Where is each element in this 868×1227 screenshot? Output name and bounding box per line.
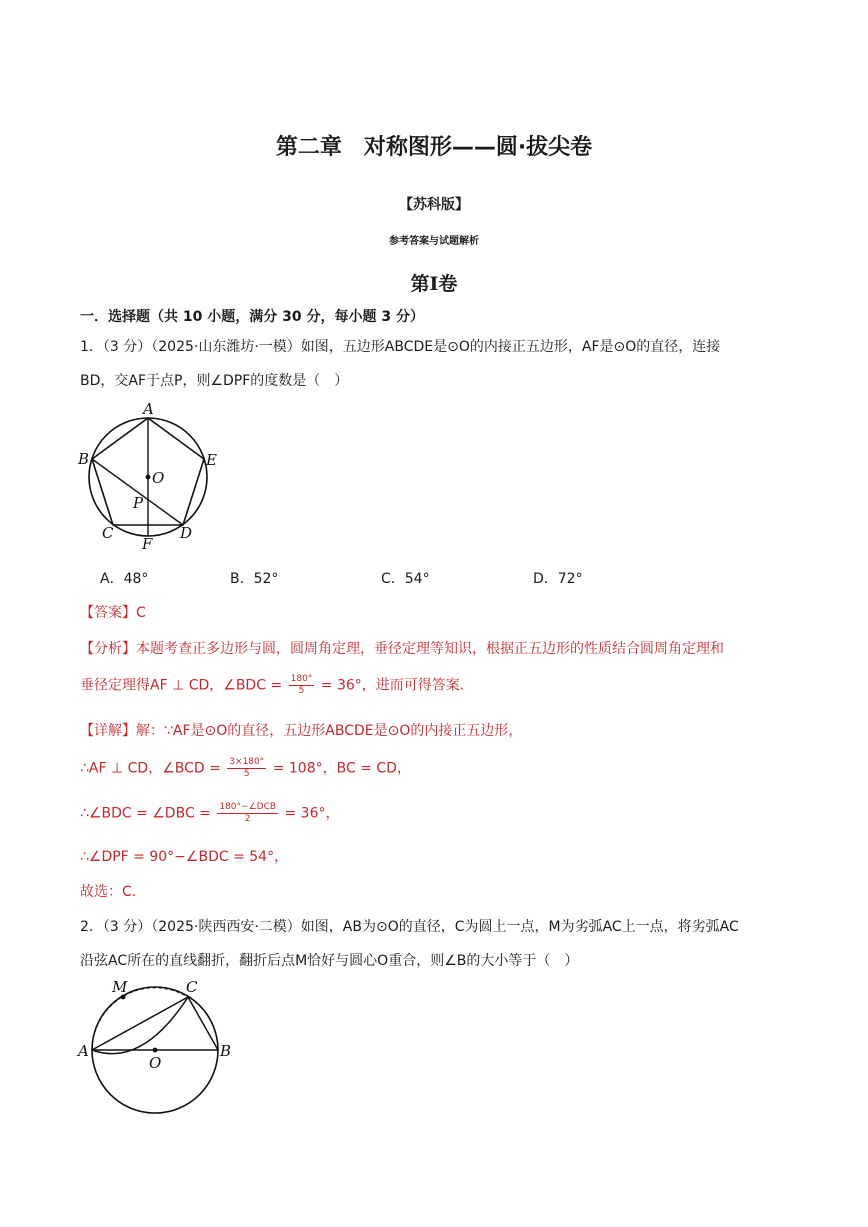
subtitle: 参考答案与试题解析 <box>389 236 479 247</box>
q1-figure-pentagon <box>72 398 232 550</box>
q1-option-d: D．72° <box>533 571 583 587</box>
q1-detail3-post: = 36°， <box>284 805 340 822</box>
q1-detail2-fraction <box>227 757 266 780</box>
q2-chord-cb <box>188 997 218 1050</box>
q1-label-f: F <box>142 535 153 550</box>
q1-analysis2-pre: 垂径定理得AF ⊥ CD，∠BDC = <box>80 677 283 694</box>
q2-stem-line1: 2．（3 分）（2025·陕西西安·二模）如图，AB为⊙O的直径，C为圆上一点，M为劣弧AC上一点，将劣弧AC <box>80 919 739 935</box>
q1-stem-line1: 1．（3 分）（2025·山东潍坊·一模）如图，五边形ABCDE是⊙O的内接正五边形，AF是⊙O的直径，连接 <box>80 339 721 355</box>
q2-label-o: O <box>149 1054 162 1072</box>
q1-label-o: O <box>152 469 165 487</box>
q1-label-b: B <box>78 450 90 468</box>
section-heading: 一．选择题（共 10 小题，满分 30 分，每小题 3 分） <box>80 309 424 325</box>
q1-label-d: D <box>180 524 193 542</box>
q1-detail3-pre: ∴∠BDC = ∠DBC = <box>80 805 211 822</box>
q1-detail-line5: 故选：C. <box>80 884 137 900</box>
q1-detail-line2 <box>80 757 411 780</box>
q1-detail-line1: 【详解】解：∵AF是⊙O的直径，五边形ABCDE是⊙O的内接正五边形， <box>80 723 523 739</box>
q1-analysis2-fraction <box>289 674 315 697</box>
q1-detail-line3 <box>80 802 340 825</box>
q2-label-c: C <box>186 978 198 996</box>
q1-analysis2-post: = 36°，进而可得答案. <box>320 677 465 694</box>
q1-detail2-pre: ∴AF ⊥ CD，∠BCD = <box>80 760 221 777</box>
q1-label-p: P <box>133 494 144 512</box>
q1-detail2-post: = 108°，BC = CD， <box>272 760 411 777</box>
edition-label: 【苏科版】 <box>399 197 469 213</box>
q2-label-a: A <box>78 1042 89 1060</box>
q1-analysis-line2 <box>80 674 464 697</box>
q1-label-e: E <box>206 451 217 469</box>
fraction-numerator: 180° <box>290 674 313 684</box>
fraction-denominator: 2 <box>244 814 251 824</box>
fraction-numerator: 3×180° <box>229 757 265 767</box>
fraction-denominator: 5 <box>298 686 305 696</box>
q2-dashed-arc <box>92 988 188 1050</box>
fraction-denominator: 5 <box>243 769 250 779</box>
q1-detail3-fraction <box>217 802 278 825</box>
q1-option-b: B．52° <box>230 571 279 587</box>
q1-option-c: C．54° <box>381 571 430 587</box>
page-title: 第二章 对称图形——圆·拔尖卷 <box>275 135 593 160</box>
q2-figure-circle <box>72 976 242 1116</box>
q1-detail-line4: ∴∠DPF = 90°−∠BDC = 54°， <box>80 849 289 865</box>
q2-stem-line2: 沿弦AC所在的直线翻折，翻折后点M恰好与圆心O重合，则∠B的大小等于（ ） <box>80 953 579 969</box>
q1-answer: 【答案】C <box>80 605 146 621</box>
q1-option-a: A．48° <box>100 571 149 587</box>
q1-center-dot <box>146 475 151 480</box>
q1-analysis-line1: 【分析】本题考查正多边形与圆，圆周角定理，垂径定理等知识，根据正五边形的性质结合圆周角定理和 <box>80 641 724 657</box>
q2-chord-ac <box>92 997 188 1050</box>
q2-label-m: M <box>112 978 128 996</box>
volume-heading: 第Ⅰ卷 <box>410 273 458 295</box>
q1-label-a: A <box>143 400 154 418</box>
q1-segment-bd <box>92 459 183 525</box>
q2-center-dot <box>153 1048 158 1053</box>
q1-label-c: C <box>102 524 114 542</box>
q1-stem-line2: BD，交AF于点P，则∠DPF的度数是（ ） <box>80 373 349 389</box>
q2-label-b: B <box>220 1042 232 1060</box>
fraction-numerator: 180°−∠DCB <box>219 802 277 812</box>
